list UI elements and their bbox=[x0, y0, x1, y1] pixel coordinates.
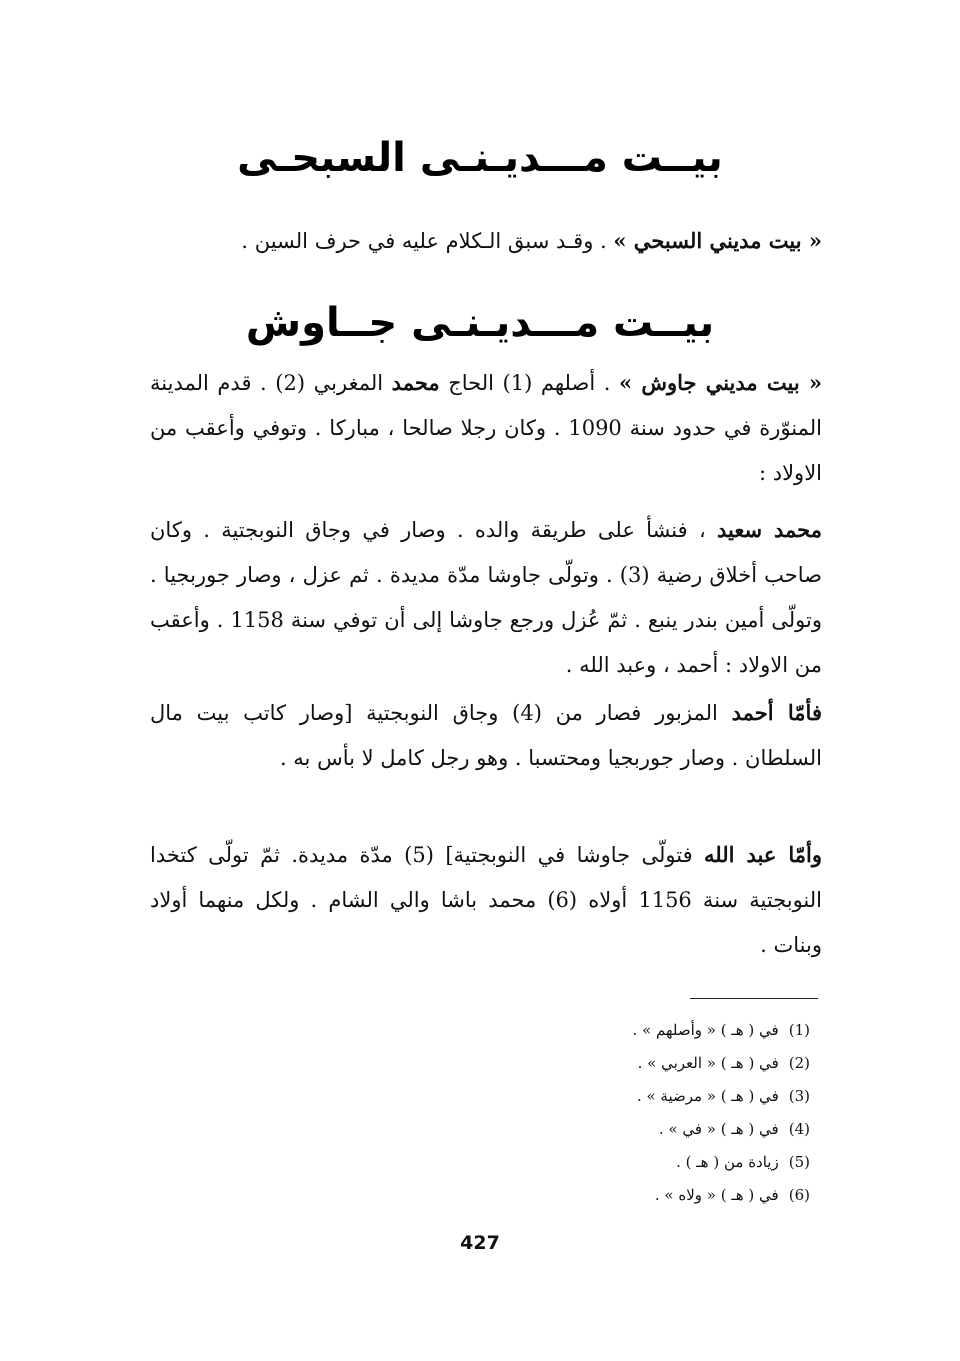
footnote-text: في ( هـ ) « في » . bbox=[658, 1120, 779, 1138]
paragraph-muhammad-said bbox=[150, 507, 822, 688]
entry-name-sabhi: « بيت مديني السبحي » bbox=[613, 228, 822, 253]
footnote-text: زيادة من ( هـ ) . bbox=[676, 1153, 779, 1171]
paragraph-sabhi bbox=[150, 218, 822, 264]
footnote-item bbox=[510, 1080, 810, 1113]
section-title-sabhi: بيــت مـــديـنـى السبحـى bbox=[237, 135, 723, 181]
footnote-item bbox=[510, 1146, 810, 1179]
footnote-separator bbox=[690, 998, 818, 999]
footnote-text: في ( هـ ) « وأصلهم » . bbox=[632, 1021, 779, 1039]
person-name: محمد bbox=[391, 370, 440, 395]
footnote-item bbox=[510, 1179, 810, 1212]
paragraph-text: ، فنشأ على طريقة والده . وصار في وجاق النوبجتية . وكان صاحب أخلاق رضية (3) . وتولّى جاوشا مدّة مديدة . ثم عزل ، وصار جوربجيا . وتولّى أمين بندر ينبع . ثمّ عُزل ورجع جاوشا إلى أن توفي سنة 1158 . وأعقب من الاولاد : أحمد ، وعبد الله . bbox=[150, 518, 822, 677]
footnote-number: (5) bbox=[788, 1153, 810, 1171]
footnote-item bbox=[510, 1113, 810, 1146]
paragraph-text: المزبور فصار من (4) وجاق النوبجتية [وصار كاتب بيت مال السلطان . وصار جوربجيا ومحتسبا . وهو رجل كامل لا بأس به . bbox=[150, 701, 822, 770]
page-number: 427 bbox=[460, 1232, 500, 1254]
paragraph-jawish-origin bbox=[150, 360, 822, 496]
footnote-item bbox=[510, 1014, 810, 1047]
footnote-item bbox=[510, 1047, 810, 1080]
footnote-number: (3) bbox=[788, 1087, 810, 1105]
footnote-text: في ( هـ ) « العربي » . bbox=[637, 1054, 779, 1072]
footnote-number: (1) bbox=[788, 1021, 810, 1039]
person-name: محمد سعيد bbox=[717, 517, 822, 542]
person-name: فأمّا أحمد bbox=[731, 700, 822, 725]
footnote-text: في ( هـ ) « مرضية » . bbox=[636, 1087, 779, 1105]
paragraph-text: المغربي (2) . قدم المدينة المنوّرة في حدود سنة 1090 . وكان رجلا صالحا ، مباركا . وتوفي وأعقب من الاولاد : bbox=[150, 371, 822, 485]
footnote-number: (2) bbox=[788, 1054, 810, 1072]
section-title-jawish: بيــت مـــديـنـى جــاوش bbox=[245, 300, 715, 346]
footnote-text: في ( هـ ) « ولاه » . bbox=[654, 1186, 779, 1204]
paragraph-text: . وقـد سبق الـكلام عليه في حرف السين . bbox=[241, 229, 614, 253]
paragraph-ahmad bbox=[150, 690, 822, 781]
person-name: وأمّا عبد الله bbox=[704, 842, 822, 867]
paragraph-text: . أصلهم (1) الحاج bbox=[439, 371, 619, 395]
entry-name-jawish: « بيت مديني جاوش » bbox=[618, 370, 822, 395]
footnote-number: (6) bbox=[788, 1186, 810, 1204]
paragraph-abdullah bbox=[150, 832, 822, 968]
paragraph-text: فتولّى جاوشا في النوبجتية] (5) مدّة مديدة. ثمّ تولّى كتخدا النوبجتية سنة 1156 أولاه (6) محمد باشا والي الشام . ولكل منهما أولاد وبنات . bbox=[150, 843, 823, 957]
footnotes-list bbox=[510, 1014, 810, 1212]
footnote-number: (4) bbox=[788, 1120, 810, 1138]
